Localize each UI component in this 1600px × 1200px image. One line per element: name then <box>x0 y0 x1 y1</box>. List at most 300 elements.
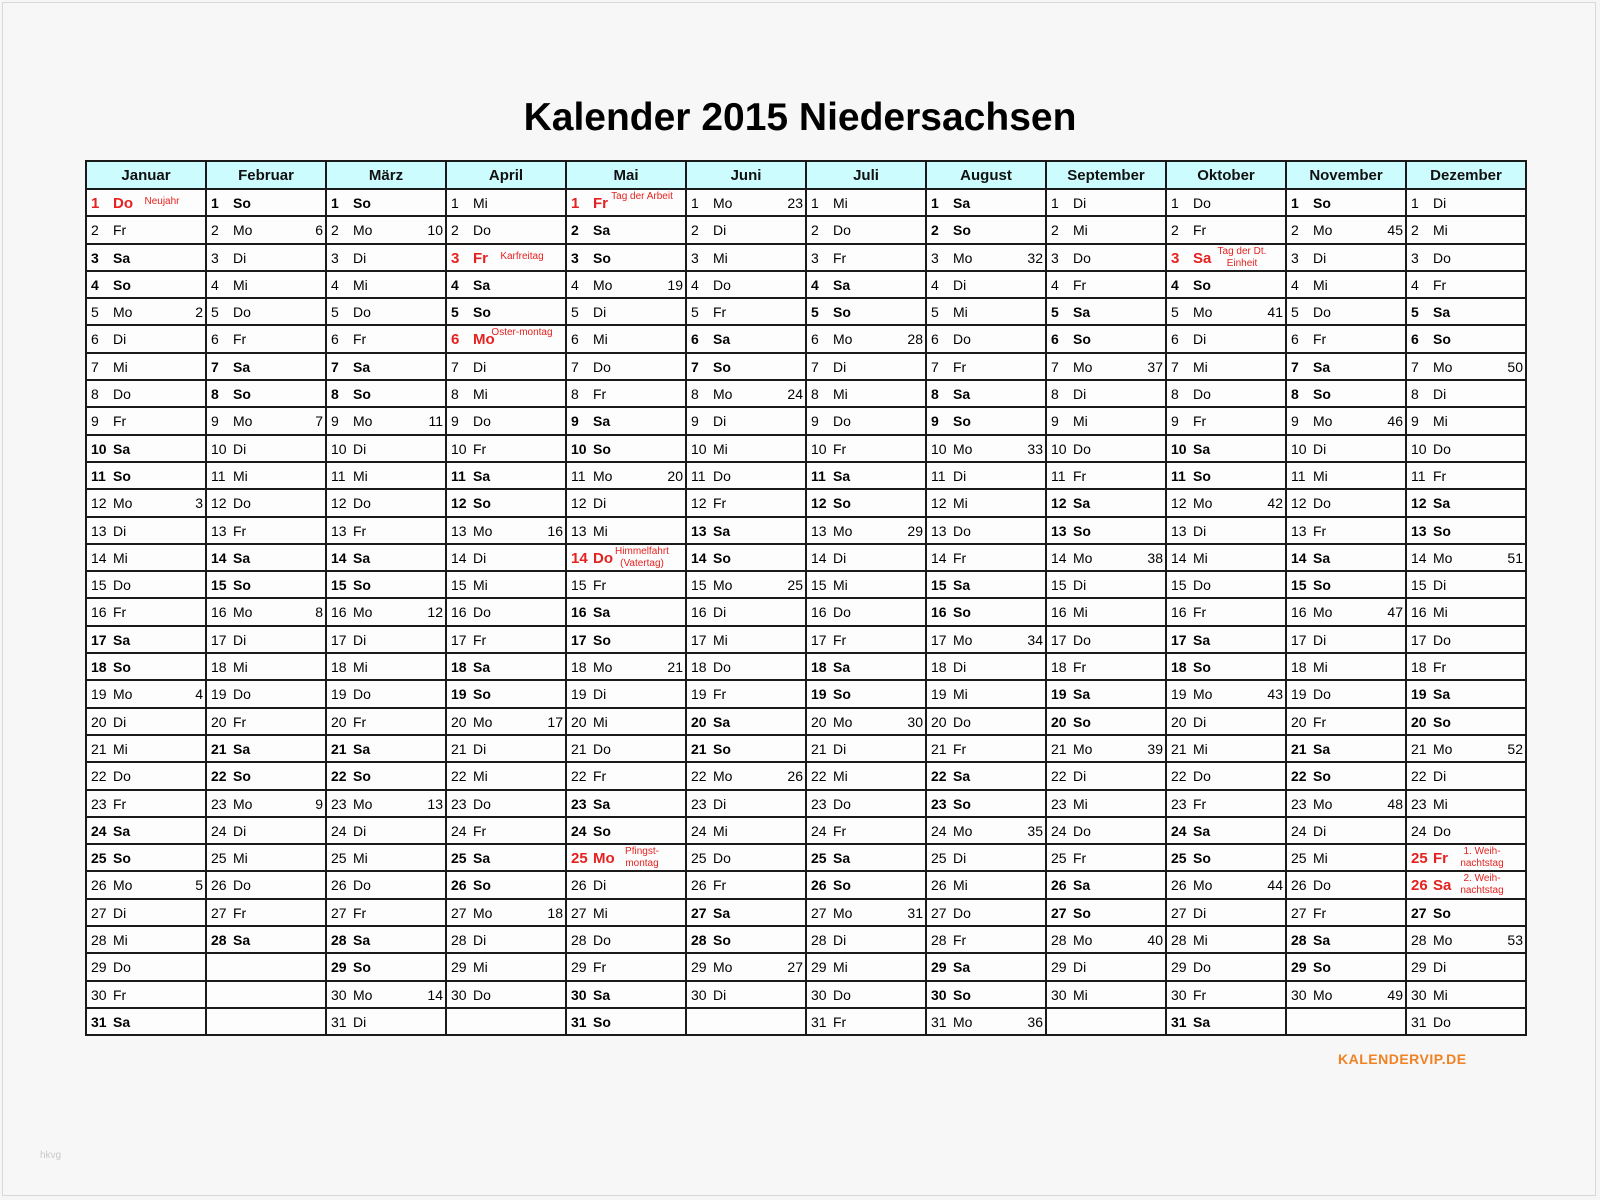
weekday-label: Sa <box>1193 631 1211 648</box>
weekday-label: Do <box>833 604 851 621</box>
day-cell <box>926 708 1046 735</box>
weekday-label: Mo <box>233 413 253 430</box>
day-number: 8 <box>1411 386 1419 403</box>
day-number: 12 <box>331 495 347 512</box>
weekday-label: Di <box>713 222 727 239</box>
weekday-label: Mo <box>113 877 133 894</box>
day-cell <box>206 462 326 489</box>
day-cell <box>1046 981 1166 1008</box>
day-number: 28 <box>1291 932 1307 949</box>
day-cell <box>1406 708 1526 735</box>
day-number: 24 <box>1411 822 1427 839</box>
weekday-label: Sa <box>953 195 971 211</box>
weekday-label: Do <box>1193 386 1211 403</box>
weekday-label: Do <box>113 577 131 594</box>
day-cell <box>1286 1008 1406 1035</box>
day-number: 15 <box>451 577 467 594</box>
day-number: 2 <box>1411 222 1419 239</box>
day-cell <box>1046 844 1166 871</box>
day-cell <box>326 762 446 789</box>
day-number: 28 <box>1411 932 1427 949</box>
day-cell <box>686 762 806 789</box>
day-cell <box>1286 598 1406 625</box>
day-number: 29 <box>1411 959 1427 976</box>
weekday-label: Di <box>233 631 247 648</box>
day-cell <box>86 353 206 380</box>
day-cell <box>566 353 686 380</box>
day-number: 19 <box>211 686 227 703</box>
day-number: 10 <box>1051 440 1067 457</box>
day-cell <box>206 325 326 352</box>
day-number: 7 <box>1171 358 1179 375</box>
day-cell <box>566 271 686 298</box>
day-cell <box>86 271 206 298</box>
day-cell <box>326 871 446 898</box>
day-number: 13 <box>91 522 107 539</box>
weekday-label: Di <box>593 304 607 321</box>
day-number: 27 <box>1411 904 1427 921</box>
weekday-label: Fr <box>833 440 847 457</box>
week-number: 43 <box>1267 686 1283 703</box>
day-cell <box>566 325 686 352</box>
weekday-label: So <box>713 549 731 566</box>
day-cell <box>1406 899 1526 926</box>
day-cell <box>1406 271 1526 298</box>
day-number: 5 <box>691 304 699 321</box>
weekday-label: Mo <box>953 631 973 648</box>
day-number: 12 <box>211 495 227 512</box>
day-number: 21 <box>331 740 347 757</box>
weekday-label: Mo <box>1433 549 1453 566</box>
weekday-label: So <box>233 386 251 403</box>
day-cell <box>806 271 926 298</box>
day-cell <box>1406 544 1526 571</box>
day-number: 6 <box>811 331 819 348</box>
day-number: 7 <box>91 358 99 375</box>
day-row <box>86 953 1526 980</box>
weekday-label: Sa <box>473 467 491 484</box>
day-cell <box>326 598 446 625</box>
weekday-label: Mi <box>713 249 728 266</box>
day-number: 11 <box>1411 467 1426 484</box>
day-cell <box>86 735 206 762</box>
day-cell <box>1166 981 1286 1008</box>
day-cell <box>926 571 1046 598</box>
weekday-label: Di <box>473 740 487 757</box>
day-cell <box>1046 708 1166 735</box>
day-number: 26 <box>451 877 467 894</box>
day-cell <box>926 544 1046 571</box>
day-number: 15 <box>1051 577 1067 594</box>
day-number: 18 <box>931 659 947 676</box>
day-number: 21 <box>1051 740 1067 757</box>
day-number: 24 <box>1291 822 1307 839</box>
day-number: 10 <box>811 440 827 457</box>
weekday-label: Mo <box>593 659 613 676</box>
month-header: März <box>326 161 446 189</box>
day-number: 1 <box>691 195 699 211</box>
weekday-label: Fr <box>473 631 487 648</box>
weekday-label: Mo <box>1313 413 1333 430</box>
day-cell <box>686 790 806 817</box>
week-number: 12 <box>427 604 443 621</box>
day-cell <box>86 244 206 271</box>
day-cell <box>926 598 1046 625</box>
week-number: 26 <box>787 768 803 785</box>
holiday-label: 1. Weih-nachtstag <box>1460 846 1504 870</box>
day-number: 11 <box>1291 467 1306 484</box>
day-number: 17 <box>451 631 467 648</box>
day-cell <box>206 871 326 898</box>
weekday-label: Fr <box>113 604 127 621</box>
brand-label[interactable]: KALENDERVIP.DE <box>1338 1051 1467 1067</box>
weekday-label: Sa <box>353 549 371 566</box>
day-cell <box>566 489 686 516</box>
weekday-label: So <box>593 1013 611 1030</box>
day-number: 10 <box>331 440 347 457</box>
day-number: 8 <box>1171 386 1179 403</box>
day-number: 22 <box>931 768 947 785</box>
day-cell <box>686 380 806 407</box>
day-cell <box>206 435 326 462</box>
day-cell <box>86 325 206 352</box>
day-cell <box>686 489 806 516</box>
day-cell <box>566 899 686 926</box>
day-number: 22 <box>571 768 587 785</box>
day-number: 7 <box>1411 358 1419 375</box>
day-cell <box>566 598 686 625</box>
day-cell <box>566 380 686 407</box>
week-number: 9 <box>315 795 323 812</box>
day-cell <box>1406 926 1526 953</box>
weekday-label: Do <box>473 986 491 1003</box>
weekday-label: Sa <box>353 358 371 375</box>
day-cell <box>566 926 686 953</box>
day-cell <box>86 708 206 735</box>
weekday-label: Do <box>473 222 491 239</box>
day-cell <box>1406 407 1526 434</box>
day-number: 17 <box>1051 631 1067 648</box>
day-number: 1 <box>1411 195 1419 211</box>
week-number: 39 <box>1147 740 1163 757</box>
weekday-label: Di <box>233 440 247 457</box>
day-cell <box>326 926 446 953</box>
day-number: 12 <box>1171 495 1187 512</box>
weekday-label: Sa <box>113 440 131 457</box>
day-cell <box>1286 462 1406 489</box>
weekday-label: Mi <box>353 850 368 867</box>
holiday-label: Tag der Dt. Einheit <box>1217 245 1267 269</box>
day-cell <box>326 571 446 598</box>
weekday-label: Fr <box>953 932 967 949</box>
day-cell <box>926 380 1046 407</box>
day-row <box>86 489 1526 516</box>
day-cell <box>86 216 206 243</box>
day-number: 26 <box>571 877 587 894</box>
day-number: 3 <box>1051 249 1059 266</box>
weekday-label: Fr <box>113 222 127 239</box>
day-cell <box>1286 325 1406 352</box>
day-cell <box>1406 462 1526 489</box>
weekday-label: So <box>1193 276 1211 293</box>
day-number: 17 <box>1411 631 1427 648</box>
day-cell <box>326 353 446 380</box>
weekday-label: Mi <box>353 659 368 676</box>
weekday-label: Di <box>233 249 247 266</box>
weekday-label: Mi <box>1193 358 1208 375</box>
weekday-label: Do <box>593 358 611 375</box>
day-cell <box>686 298 806 325</box>
weekday-label: Fr <box>1193 986 1207 1003</box>
day-cell <box>1406 871 1526 898</box>
weekday-label: So <box>1313 959 1331 976</box>
weekday-label: So <box>833 686 851 703</box>
weekday-label: Do <box>1433 1013 1451 1030</box>
month-header: Juli <box>806 161 926 189</box>
weekday-label: Sa <box>353 740 371 757</box>
day-cell <box>1166 544 1286 571</box>
day-number: 12 <box>451 495 467 512</box>
weekday-label: So <box>353 959 371 976</box>
day-cell <box>206 353 326 380</box>
weekday-label: Fr <box>233 331 247 348</box>
day-cell <box>206 271 326 298</box>
day-cell <box>566 790 686 817</box>
weekday-label: Sa <box>473 659 491 676</box>
weekday-label: Do <box>113 959 131 976</box>
weekday-label: Mi <box>353 467 368 484</box>
day-cell <box>206 817 326 844</box>
day-cell <box>1286 790 1406 817</box>
day-cell <box>1166 435 1286 462</box>
weekday-label: Fr <box>1313 331 1327 348</box>
day-number: 7 <box>571 358 579 375</box>
day-cell <box>686 871 806 898</box>
day-number: 9 <box>1171 413 1179 430</box>
day-cell <box>566 680 686 707</box>
day-cell <box>206 708 326 735</box>
weekday-label: Sa <box>713 713 731 730</box>
weekday-label: So <box>833 495 851 512</box>
day-number: 7 <box>331 358 339 375</box>
weekday-label: Mo <box>953 1013 973 1030</box>
week-number: 32 <box>1027 249 1043 266</box>
weekday-label: Di <box>713 795 727 812</box>
day-cell <box>206 844 326 871</box>
day-number: 23 <box>1051 795 1067 812</box>
day-row <box>86 407 1526 434</box>
day-cell <box>446 762 566 789</box>
day-cell <box>806 244 926 271</box>
day-number: 31 <box>931 1013 947 1030</box>
day-cell <box>326 680 446 707</box>
day-number: 28 <box>91 932 107 949</box>
day-number: 24 <box>331 822 347 839</box>
day-number: 27 <box>211 904 227 921</box>
weekday-label: Do <box>593 932 611 949</box>
day-cell <box>1286 271 1406 298</box>
day-cell <box>806 598 926 625</box>
day-number: 22 <box>811 768 827 785</box>
weekday-label: Fr <box>473 249 488 267</box>
day-number: 27 <box>331 904 347 921</box>
day-row <box>86 653 1526 680</box>
weekday-label: Do <box>713 659 731 676</box>
weekday-label: Mo <box>353 222 373 239</box>
day-number: 7 <box>1291 358 1299 375</box>
weekday-label: Mi <box>113 740 128 757</box>
day-number: 25 <box>1411 850 1428 868</box>
day-cell <box>326 407 446 434</box>
day-cell <box>446 626 566 653</box>
day-cell <box>806 899 926 926</box>
weekday-label: Mi <box>1433 795 1448 812</box>
weekday-label: Di <box>593 877 607 894</box>
day-row <box>86 1008 1526 1035</box>
day-number: 13 <box>931 522 947 539</box>
day-row <box>86 598 1526 625</box>
day-cell <box>206 981 326 1008</box>
day-cell <box>326 953 446 980</box>
day-cell <box>566 435 686 462</box>
day-number: 21 <box>91 740 107 757</box>
day-number: 8 <box>331 386 339 403</box>
day-number: 16 <box>811 604 827 621</box>
weekday-label: Di <box>1073 577 1087 594</box>
day-number: 15 <box>691 577 707 594</box>
weekday-label: Fr <box>1433 850 1448 868</box>
day-cell <box>326 216 446 243</box>
day-cell <box>1046 571 1166 598</box>
weekday-label: Do <box>833 222 851 239</box>
day-cell <box>686 462 806 489</box>
day-cell <box>806 216 926 243</box>
day-number: 27 <box>691 904 707 921</box>
weekday-label: Di <box>1073 386 1087 403</box>
weekday-label: Di <box>1193 713 1207 730</box>
weekday-label: So <box>113 276 131 293</box>
day-number: 21 <box>1411 740 1427 757</box>
day-cell <box>1406 189 1526 216</box>
weekday-label: Di <box>1193 904 1207 921</box>
day-number: 19 <box>1171 686 1187 703</box>
weekday-label: Sa <box>953 386 971 403</box>
day-cell <box>1286 626 1406 653</box>
weekday-label: Sa <box>1433 686 1451 703</box>
day-number: 11 <box>571 467 586 484</box>
weekday-label: Di <box>1313 249 1327 266</box>
day-number: 9 <box>1051 413 1059 430</box>
day-cell <box>1166 871 1286 898</box>
day-number: 5 <box>451 304 459 321</box>
day-number: 9 <box>931 413 939 430</box>
weekday-label: Mi <box>1433 222 1448 239</box>
month-header: Januar <box>86 161 206 189</box>
day-cell <box>1166 953 1286 980</box>
weekday-label: Mo <box>1313 604 1333 621</box>
weekday-label: Do <box>1193 577 1211 594</box>
weekday-label: Mo <box>1193 495 1213 512</box>
day-row <box>86 762 1526 789</box>
day-number: 5 <box>1051 304 1059 321</box>
day-cell <box>926 216 1046 243</box>
day-cell <box>1166 571 1286 598</box>
day-number: 15 <box>91 577 107 594</box>
week-number: 11 <box>428 413 443 430</box>
day-number: 9 <box>331 413 339 430</box>
day-number: 1 <box>1171 195 1179 211</box>
day-row <box>86 216 1526 243</box>
weekday-label: Mo <box>1193 877 1213 894</box>
day-number: 15 <box>811 577 827 594</box>
weekday-label: Do <box>953 904 971 921</box>
day-number: 29 <box>1171 959 1187 976</box>
weekday-label: Mi <box>833 959 848 976</box>
day-number: 4 <box>91 276 99 293</box>
day-number: 5 <box>1171 304 1179 321</box>
weekday-label: Mi <box>593 522 608 539</box>
day-cell <box>1166 1008 1286 1035</box>
day-number: 28 <box>211 932 227 949</box>
weekday-label: So <box>1073 713 1091 730</box>
day-cell <box>446 871 566 898</box>
weekday-label: So <box>353 386 371 403</box>
day-cell <box>86 680 206 707</box>
weekday-label: Mo <box>953 249 973 266</box>
weekday-label: So <box>1193 659 1211 676</box>
day-cell <box>86 1008 206 1035</box>
day-cell <box>1046 680 1166 707</box>
week-number: 33 <box>1027 440 1043 457</box>
week-number: 21 <box>667 659 683 676</box>
day-cell <box>86 189 206 216</box>
weekday-label: Mo <box>353 413 373 430</box>
weekday-label: So <box>473 304 491 321</box>
day-cell <box>806 189 926 216</box>
weekday-label: Mo <box>473 904 493 921</box>
weekday-label: Fr <box>833 249 847 266</box>
day-cell <box>566 407 686 434</box>
day-number: 31 <box>811 1013 827 1030</box>
day-number: 23 <box>451 795 467 812</box>
weekday-label: Fr <box>833 1013 847 1030</box>
weekday-label: Fr <box>1313 522 1327 539</box>
weekday-label: Mo <box>1193 686 1213 703</box>
day-cell <box>326 844 446 871</box>
weekday-label: So <box>353 577 371 594</box>
day-cell <box>206 899 326 926</box>
day-number: 6 <box>1171 331 1179 348</box>
day-cell <box>446 244 566 271</box>
day-number: 13 <box>331 522 347 539</box>
weekday-label: Do <box>473 604 491 621</box>
day-cell <box>206 680 326 707</box>
day-cell <box>1286 844 1406 871</box>
day-cell <box>686 899 806 926</box>
weekday-label: Mi <box>593 331 608 348</box>
day-cell <box>1046 926 1166 953</box>
weekday-label: Do <box>353 495 371 512</box>
week-number: 13 <box>427 795 443 812</box>
weekday-label: Fr <box>1073 850 1087 867</box>
weekday-label: Mi <box>953 686 968 703</box>
weekday-label: So <box>593 440 611 457</box>
day-cell <box>326 790 446 817</box>
day-number: 3 <box>1171 249 1180 267</box>
day-cell <box>1166 189 1286 216</box>
week-number: 30 <box>907 713 923 730</box>
day-cell <box>1166 353 1286 380</box>
